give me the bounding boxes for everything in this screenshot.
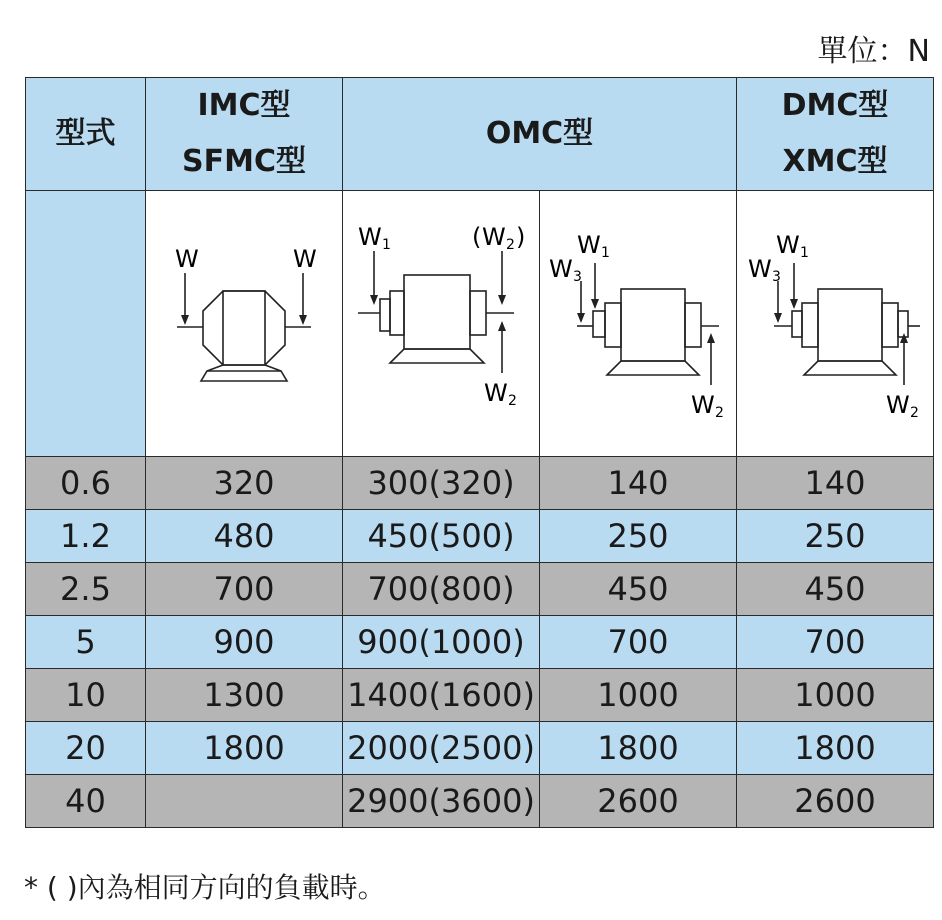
cell-omc-b: 450 [540,563,737,616]
cell-imc: 480 [146,510,343,563]
table-row [26,775,934,828]
cell-type: 5 [26,616,146,669]
header-omc: OMC型 [343,78,737,191]
header-type: 型式 [26,78,146,191]
footnote: * ( )內為相同方向的負載時。 [24,871,386,904]
omc-motor-diagram-b [541,191,736,452]
imc-w-right-label: W [292,245,317,273]
omc-a-w2-top-label: W [481,223,506,251]
cell-dmc: 140 [737,457,934,510]
cell-type: 20 [26,722,146,775]
diagram-row-blank [26,191,146,457]
dmc-w3-label: W [747,255,772,283]
table-row [26,669,934,722]
cell-type: 1.2 [26,510,146,563]
omc-b-w1-sub: 1 [600,245,610,261]
cell-omc-b: 700 [540,616,737,669]
cell-dmc: 1000 [737,669,934,722]
cell-omc-a: 2000(2500) [343,722,540,775]
table-row [26,457,934,510]
unit-label: 單位：N [817,34,930,69]
imc-motor-diagram [147,191,342,452]
dmc-w2-label: W [885,391,910,419]
omc-b-w1-label: W [576,231,601,259]
omc-a-w2-bottom-label: W [483,379,508,407]
dmc-load-diagram [737,191,934,457]
cell-omc-a: 300(320) [343,457,540,510]
omc-load-diagram-a [343,191,540,457]
dmc-w1-sub: 1 [799,245,809,261]
header-imc: IMC型 SFMC型 [146,78,343,191]
header-dmc: DMC型 XMC型 [737,78,934,191]
cell-dmc: 250 [737,510,934,563]
omc-b-w2-label: W [690,391,715,419]
omc-a-w2-paren-close: ) [515,223,525,251]
cell-imc: 320 [146,457,343,510]
cell-omc-a: 1400(1600) [343,669,540,722]
dmc-w2-sub: 2 [909,405,919,421]
omc-b-w3-label: W [548,255,573,283]
cell-omc-b: 1800 [540,722,737,775]
cell-type: 2.5 [26,563,146,616]
load-table [25,77,934,828]
diagram-row [26,191,934,457]
cell-omc-a: 2900(3600) [343,775,540,828]
imc-load-diagram [146,191,343,457]
omc-a-w1-label: W [357,223,382,251]
cell-type: 10 [26,669,146,722]
dmc-motor-diagram [738,191,933,452]
cell-omc-a: 450(500) [343,510,540,563]
omc-b-w3-sub: 3 [572,269,582,285]
dmc-w1-label: W [775,231,800,259]
omc-a-w2-top-sub: 2 [505,237,515,253]
table-row [26,722,934,775]
cell-omc-b: 140 [540,457,737,510]
cell-imc: 1800 [146,722,343,775]
imc-w-left-label: W [174,245,199,273]
cell-imc: 900 [146,616,343,669]
cell-dmc: 700 [737,616,934,669]
cell-imc: 700 [146,563,343,616]
cell-dmc: 1800 [737,722,934,775]
cell-omc-b: 2600 [540,775,737,828]
cell-omc-b: 1000 [540,669,737,722]
header-row [26,78,934,191]
dmc-w3-sub: 3 [771,269,781,285]
omc-a-w2-bottom-sub: 2 [507,393,517,409]
table-row [26,616,934,669]
cell-dmc: 450 [737,563,934,616]
cell-dmc: 2600 [737,775,934,828]
cell-omc-a: 700(800) [343,563,540,616]
omc-motor-diagram-a [344,191,539,452]
omc-load-diagram-b [540,191,737,457]
omc-b-w2-sub: 2 [714,405,724,421]
cell-imc: 1300 [146,669,343,722]
cell-omc-a: 900(1000) [343,616,540,669]
omc-a-w1-sub: 1 [381,237,391,253]
omc-a-w2-paren-open: ( [471,223,481,251]
cell-omc-b: 250 [540,510,737,563]
table-row [26,563,934,616]
cell-imc [146,775,343,828]
table-row [26,510,934,563]
cell-type: 40 [26,775,146,828]
cell-type: 0.6 [26,457,146,510]
